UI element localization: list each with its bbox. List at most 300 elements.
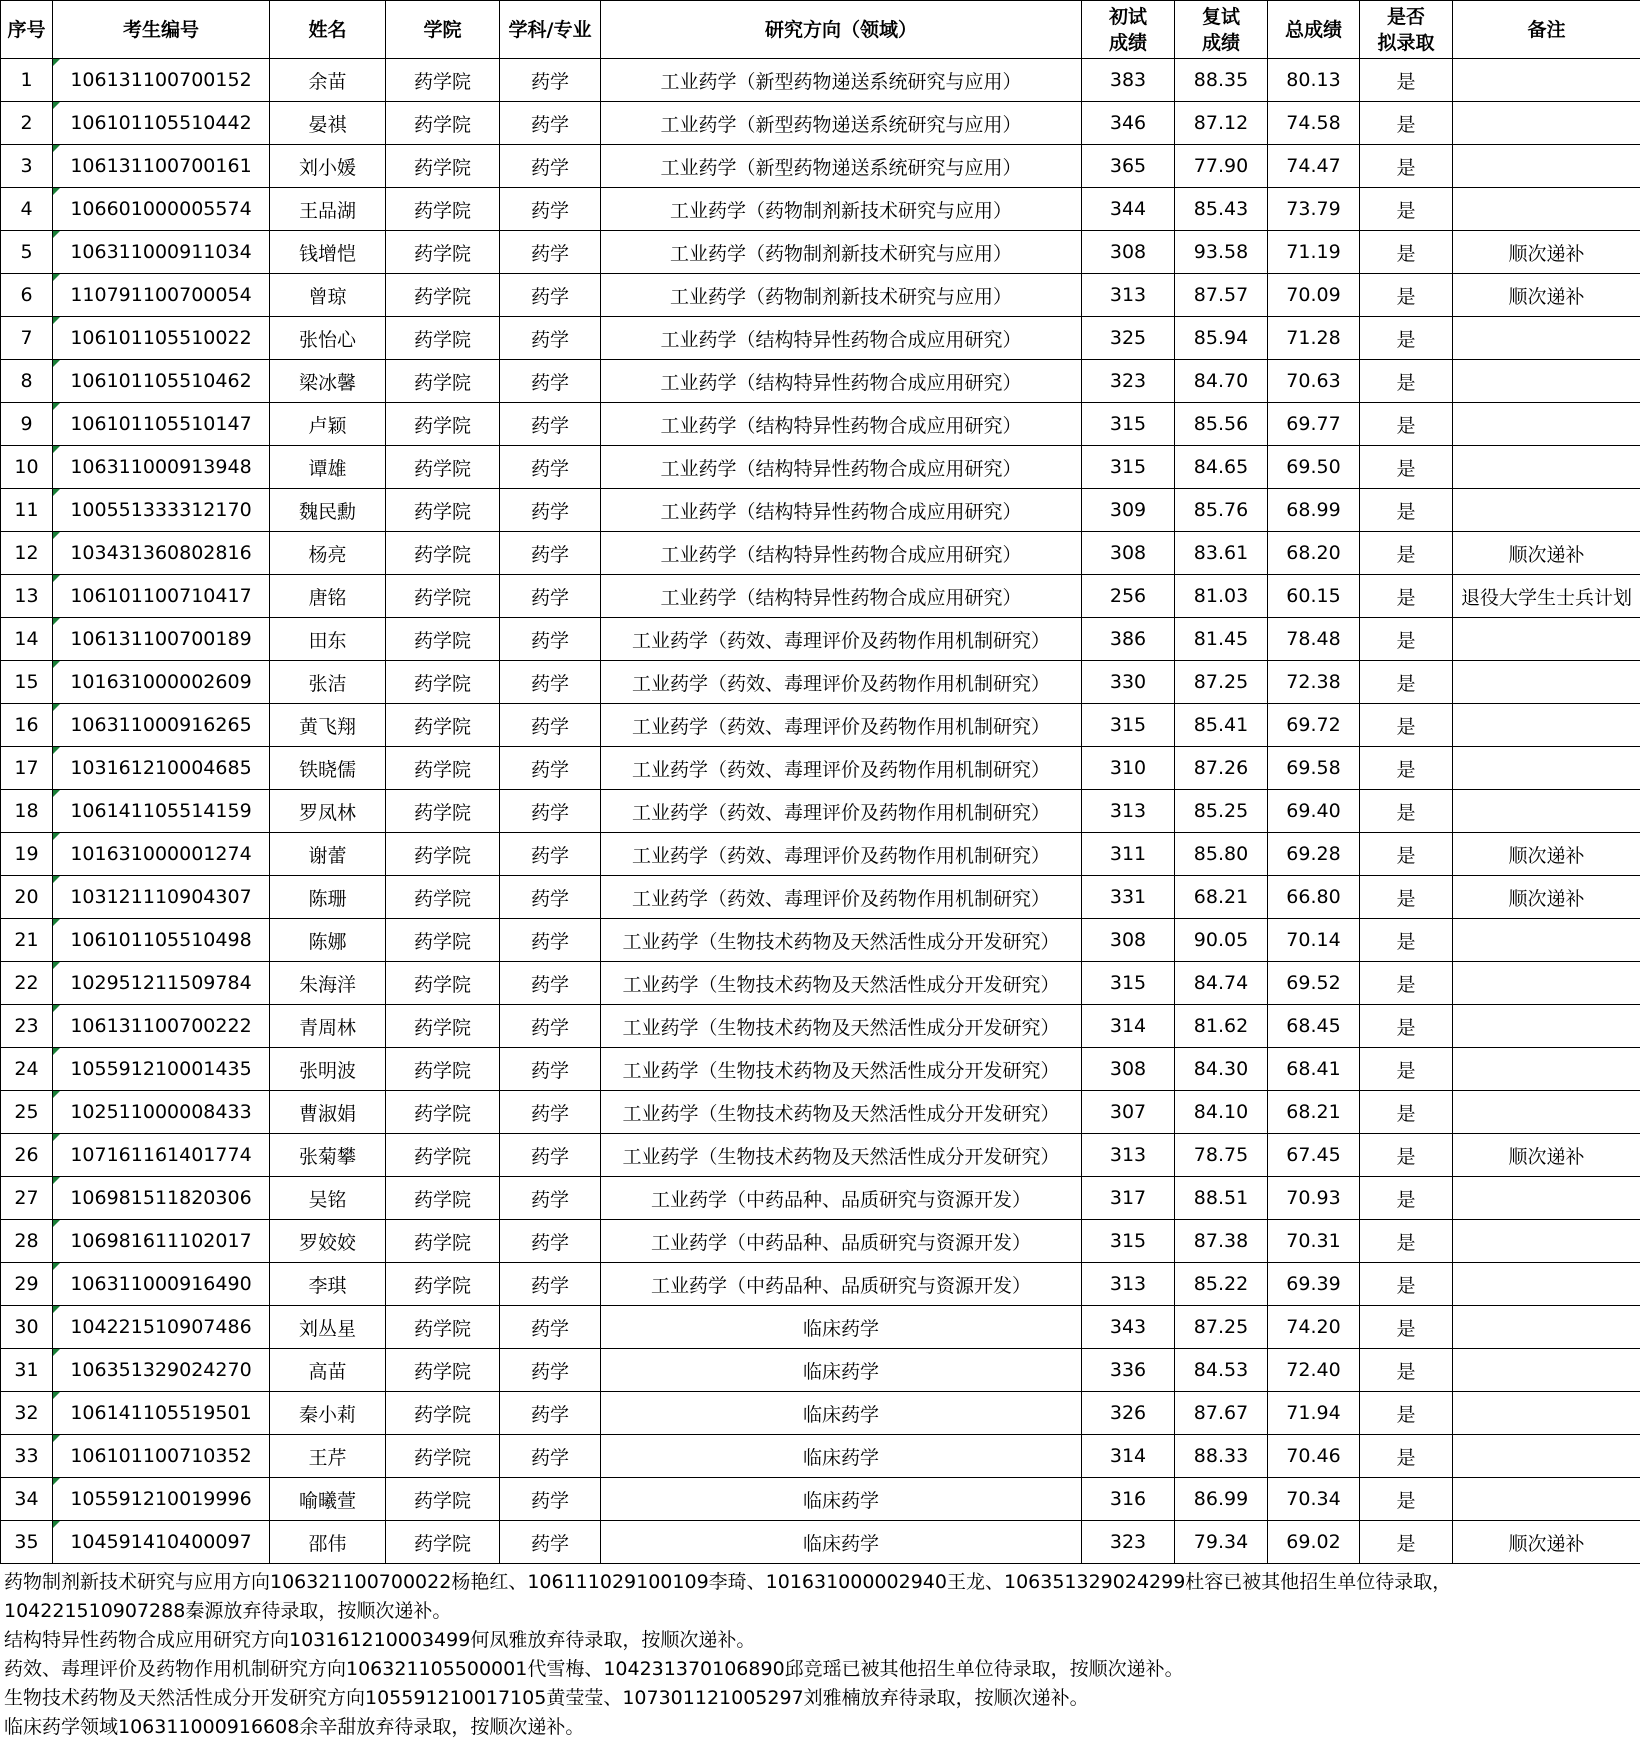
cell-name: 张菊攀 — [270, 1134, 386, 1177]
cell-candidate-id: 104221510907486 — [53, 1306, 270, 1349]
table-row — [1, 1521, 1640, 1564]
cell-candidate-id: 106351329024270 — [53, 1349, 270, 1392]
cell-college: 药学院 — [386, 317, 500, 360]
table-row — [1, 1435, 1640, 1478]
cell-research-direction: 临床药学 — [601, 1521, 1082, 1564]
cell-index: 27 — [1, 1177, 53, 1220]
cell-remarks — [1453, 446, 1640, 489]
cell-total-score: 69.52 — [1268, 962, 1360, 1005]
cell-major: 药学 — [500, 403, 601, 446]
cell-name: 吴铭 — [270, 1177, 386, 1220]
cell-retest-score: 68.21 — [1175, 876, 1268, 919]
cell-initial-score: 315 — [1082, 704, 1175, 747]
cell-college: 药学院 — [386, 532, 500, 575]
cell-initial-score: 307 — [1082, 1091, 1175, 1134]
cell-name: 邵伟 — [270, 1521, 386, 1564]
cell-initial-score: 331 — [1082, 876, 1175, 919]
cell-total-score: 72.40 — [1268, 1349, 1360, 1392]
cell-major: 药学 — [500, 1306, 601, 1349]
cell-retest-score: 85.94 — [1175, 317, 1268, 360]
cell-major: 药学 — [500, 1349, 601, 1392]
cell-initial-score: 313 — [1082, 790, 1175, 833]
cell-initial-score: 386 — [1082, 618, 1175, 661]
cell-retest-score: 84.70 — [1175, 360, 1268, 403]
cell-major: 药学 — [500, 1091, 601, 1134]
cell-college: 药学院 — [386, 231, 500, 274]
cell-research-direction: 工业药学（结构特异性药物合成应用研究） — [601, 575, 1082, 618]
cell-research-direction: 工业药学（药效、毒理评价及药物作用机制研究） — [601, 790, 1082, 833]
cell-admitted: 是 — [1360, 1134, 1453, 1177]
cell-remarks — [1453, 1091, 1640, 1134]
cell-total-score: 70.93 — [1268, 1177, 1360, 1220]
cell-college: 药学院 — [386, 1048, 500, 1091]
cell-index: 22 — [1, 962, 53, 1005]
cell-name: 秦小莉 — [270, 1392, 386, 1435]
cell-initial-score: 316 — [1082, 1478, 1175, 1521]
cell-college: 药学院 — [386, 188, 500, 231]
cell-admitted: 是 — [1360, 1478, 1453, 1521]
cell-research-direction: 工业药学（结构特异性药物合成应用研究） — [601, 489, 1082, 532]
cell-retest-score: 86.99 — [1175, 1478, 1268, 1521]
cell-remarks — [1453, 962, 1640, 1005]
cell-candidate-id: 105591210001435 — [53, 1048, 270, 1091]
cell-index: 13 — [1, 575, 53, 618]
cell-name: 谭雄 — [270, 446, 386, 489]
cell-initial-score: 311 — [1082, 833, 1175, 876]
cell-name: 铁晓儒 — [270, 747, 386, 790]
cell-major: 药学 — [500, 1478, 601, 1521]
cell-admitted: 是 — [1360, 102, 1453, 145]
cell-remarks: 顺次递补 — [1453, 1134, 1640, 1177]
cell-remarks: 顺次递补 — [1453, 532, 1640, 575]
table-row — [1, 833, 1640, 876]
table-row — [1, 1306, 1640, 1349]
cell-total-score: 70.14 — [1268, 919, 1360, 962]
cell-retest-score: 85.76 — [1175, 489, 1268, 532]
cell-remarks — [1453, 489, 1640, 532]
cell-major: 药学 — [500, 1521, 601, 1564]
cell-admitted: 是 — [1360, 661, 1453, 704]
cell-index: 4 — [1, 188, 53, 231]
cell-index: 1 — [1, 59, 53, 102]
cell-major: 药学 — [500, 962, 601, 1005]
table-row — [1, 1177, 1640, 1220]
cell-admitted: 是 — [1360, 1177, 1453, 1220]
table-row — [1, 661, 1640, 704]
cell-remarks — [1453, 618, 1640, 661]
cell-total-score: 69.28 — [1268, 833, 1360, 876]
cell-candidate-id: 106311000916490 — [53, 1263, 270, 1306]
cell-remarks: 顺次递补 — [1453, 1521, 1640, 1564]
cell-total-score: 78.48 — [1268, 618, 1360, 661]
cell-admitted: 是 — [1360, 188, 1453, 231]
cell-total-score: 72.38 — [1268, 661, 1360, 704]
col-header-admitted: 是否 拟录取 — [1360, 1, 1453, 59]
table-row — [1, 360, 1640, 403]
cell-major: 药学 — [500, 188, 601, 231]
col-header-remarks: 备注 — [1453, 1, 1640, 59]
cell-index: 19 — [1, 833, 53, 876]
cell-total-score: 71.94 — [1268, 1392, 1360, 1435]
cell-name: 刘丛星 — [270, 1306, 386, 1349]
cell-research-direction: 工业药学（生物技术药物及天然活性成分开发研究） — [601, 962, 1082, 1005]
col-header-name: 姓名 — [270, 1, 386, 59]
cell-index: 17 — [1, 747, 53, 790]
cell-total-score: 68.41 — [1268, 1048, 1360, 1091]
cell-name: 青周林 — [270, 1005, 386, 1048]
cell-candidate-id: 110791100700054 — [53, 274, 270, 317]
cell-college: 药学院 — [386, 59, 500, 102]
cell-initial-score: 310 — [1082, 747, 1175, 790]
cell-index: 12 — [1, 532, 53, 575]
cell-college: 药学院 — [386, 360, 500, 403]
cell-index: 25 — [1, 1091, 53, 1134]
cell-initial-score: 343 — [1082, 1306, 1175, 1349]
cell-index: 2 — [1, 102, 53, 145]
cell-major: 药学 — [500, 704, 601, 747]
cell-total-score: 68.21 — [1268, 1091, 1360, 1134]
cell-initial-score: 313 — [1082, 1263, 1175, 1306]
cell-college: 药学院 — [386, 1005, 500, 1048]
cell-initial-score: 308 — [1082, 532, 1175, 575]
cell-candidate-id: 107161161401774 — [53, 1134, 270, 1177]
cell-name: 高苗 — [270, 1349, 386, 1392]
table-row — [1, 1392, 1640, 1435]
cell-candidate-id: 106311000911034 — [53, 231, 270, 274]
cell-research-direction: 工业药学（中药品种、品质研究与资源开发） — [601, 1263, 1082, 1306]
cell-admitted: 是 — [1360, 575, 1453, 618]
cell-initial-score: 314 — [1082, 1005, 1175, 1048]
cell-initial-score: 313 — [1082, 274, 1175, 317]
cell-index: 35 — [1, 1521, 53, 1564]
cell-name: 喻曦萱 — [270, 1478, 386, 1521]
cell-research-direction: 工业药学（药效、毒理评价及药物作用机制研究） — [601, 833, 1082, 876]
cell-name: 王品湖 — [270, 188, 386, 231]
cell-index: 28 — [1, 1220, 53, 1263]
cell-research-direction: 工业药学（生物技术药物及天然活性成分开发研究） — [601, 1005, 1082, 1048]
cell-initial-score: 308 — [1082, 919, 1175, 962]
cell-remarks — [1453, 1435, 1640, 1478]
cell-total-score: 70.34 — [1268, 1478, 1360, 1521]
cell-total-score: 66.80 — [1268, 876, 1360, 919]
cell-major: 药学 — [500, 747, 601, 790]
cell-major: 药学 — [500, 1048, 601, 1091]
cell-remarks — [1453, 59, 1640, 102]
cell-major: 药学 — [500, 489, 601, 532]
cell-admitted: 是 — [1360, 833, 1453, 876]
cell-name: 黄飞翔 — [270, 704, 386, 747]
cell-candidate-id: 106131100700161 — [53, 145, 270, 188]
cell-college: 药学院 — [386, 1521, 500, 1564]
cell-college: 药学院 — [386, 1220, 500, 1263]
cell-research-direction: 工业药学（药效、毒理评价及药物作用机制研究） — [601, 661, 1082, 704]
table-row — [1, 962, 1640, 1005]
cell-candidate-id: 103121110904307 — [53, 876, 270, 919]
footnote-line: 104221510907288秦源放弃待录取，按顺次递补。 — [4, 1600, 452, 1622]
cell-initial-score: 308 — [1082, 1048, 1175, 1091]
cell-initial-score: 365 — [1082, 145, 1175, 188]
cell-admitted: 是 — [1360, 145, 1453, 188]
cell-research-direction: 工业药学（结构特异性药物合成应用研究） — [601, 403, 1082, 446]
cell-candidate-id: 106101105510442 — [53, 102, 270, 145]
cell-index: 7 — [1, 317, 53, 360]
cell-candidate-id: 106101100710352 — [53, 1435, 270, 1478]
cell-college: 药学院 — [386, 1349, 500, 1392]
table-row — [1, 188, 1640, 231]
cell-index: 10 — [1, 446, 53, 489]
cell-research-direction: 工业药学（结构特异性药物合成应用研究） — [601, 532, 1082, 575]
cell-candidate-id: 106101105510147 — [53, 403, 270, 446]
table-row — [1, 489, 1640, 532]
cell-index: 30 — [1, 1306, 53, 1349]
cell-remarks — [1453, 1263, 1640, 1306]
cell-admitted: 是 — [1360, 1048, 1453, 1091]
cell-candidate-id: 106141105514159 — [53, 790, 270, 833]
table-row — [1, 102, 1640, 145]
cell-index: 29 — [1, 1263, 53, 1306]
cell-research-direction: 工业药学（药物制剂新技术研究与应用） — [601, 231, 1082, 274]
cell-college: 药学院 — [386, 575, 500, 618]
cell-retest-score: 85.41 — [1175, 704, 1268, 747]
cell-initial-score: 317 — [1082, 1177, 1175, 1220]
cell-retest-score: 83.61 — [1175, 532, 1268, 575]
cell-name: 田东 — [270, 618, 386, 661]
cell-retest-score: 88.33 — [1175, 1435, 1268, 1478]
cell-college: 药学院 — [386, 1263, 500, 1306]
cell-total-score: 74.58 — [1268, 102, 1360, 145]
cell-initial-score: 344 — [1082, 188, 1175, 231]
cell-name: 张洁 — [270, 661, 386, 704]
cell-index: 16 — [1, 704, 53, 747]
cell-retest-score: 81.45 — [1175, 618, 1268, 661]
cell-admitted: 是 — [1360, 1349, 1453, 1392]
cell-total-score: 74.47 — [1268, 145, 1360, 188]
cell-retest-score: 79.34 — [1175, 1521, 1268, 1564]
cell-initial-score: 346 — [1082, 102, 1175, 145]
cell-remarks: 顺次递补 — [1453, 231, 1640, 274]
footnote-line: 药效、毒理评价及药物作用机制研究方向106321105500001代雪梅、104231370106890邱竞瑶已被其他招生单位待录取，按顺次递补。 — [4, 1658, 1184, 1680]
cell-name: 陈珊 — [270, 876, 386, 919]
table-row — [1, 274, 1640, 317]
cell-initial-score: 309 — [1082, 489, 1175, 532]
cell-name: 李琪 — [270, 1263, 386, 1306]
cell-college: 药学院 — [386, 145, 500, 188]
cell-admitted: 是 — [1360, 59, 1453, 102]
cell-total-score: 70.63 — [1268, 360, 1360, 403]
cell-admitted: 是 — [1360, 274, 1453, 317]
cell-retest-score: 93.58 — [1175, 231, 1268, 274]
cell-admitted: 是 — [1360, 317, 1453, 360]
table-row — [1, 1263, 1640, 1306]
cell-total-score: 60.15 — [1268, 575, 1360, 618]
cell-remarks — [1453, 919, 1640, 962]
cell-retest-score: 78.75 — [1175, 1134, 1268, 1177]
cell-college: 药学院 — [386, 446, 500, 489]
table-row — [1, 790, 1640, 833]
cell-candidate-id: 106601000005574 — [53, 188, 270, 231]
cell-name: 朱海洋 — [270, 962, 386, 1005]
table-row — [1, 1005, 1640, 1048]
cell-admitted: 是 — [1360, 618, 1453, 661]
cell-college: 药学院 — [386, 1177, 500, 1220]
cell-index: 31 — [1, 1349, 53, 1392]
cell-remarks — [1453, 360, 1640, 403]
table-row — [1, 1220, 1640, 1263]
cell-major: 药学 — [500, 1220, 601, 1263]
cell-college: 药学院 — [386, 1306, 500, 1349]
cell-total-score: 70.46 — [1268, 1435, 1360, 1478]
cell-retest-score: 87.25 — [1175, 661, 1268, 704]
cell-college: 药学院 — [386, 1091, 500, 1134]
cell-research-direction: 临床药学 — [601, 1478, 1082, 1521]
cell-candidate-id: 100551333312170 — [53, 489, 270, 532]
cell-initial-score: 325 — [1082, 317, 1175, 360]
cell-total-score: 70.09 — [1268, 274, 1360, 317]
cell-admitted: 是 — [1360, 1263, 1453, 1306]
cell-admitted: 是 — [1360, 1392, 1453, 1435]
table-row — [1, 1134, 1640, 1177]
cell-candidate-id: 105591210019996 — [53, 1478, 270, 1521]
cell-total-score: 69.77 — [1268, 403, 1360, 446]
table-row — [1, 876, 1640, 919]
cell-index: 11 — [1, 489, 53, 532]
cell-retest-score: 84.30 — [1175, 1048, 1268, 1091]
cell-candidate-id: 106101105510022 — [53, 317, 270, 360]
cell-candidate-id: 106101100710417 — [53, 575, 270, 618]
cell-admitted: 是 — [1360, 360, 1453, 403]
cell-candidate-id: 106141105519501 — [53, 1392, 270, 1435]
table-row — [1, 532, 1640, 575]
table-row — [1, 919, 1640, 962]
table-row — [1, 231, 1640, 274]
cell-index: 34 — [1, 1478, 53, 1521]
cell-initial-score: 315 — [1082, 446, 1175, 489]
cell-retest-score: 87.57 — [1175, 274, 1268, 317]
cell-research-direction: 工业药学（新型药物递送系统研究与应用） — [601, 59, 1082, 102]
cell-index: 18 — [1, 790, 53, 833]
cell-name: 谢蕾 — [270, 833, 386, 876]
cell-initial-score: 315 — [1082, 1220, 1175, 1263]
cell-research-direction: 工业药学（药物制剂新技术研究与应用） — [601, 274, 1082, 317]
cell-admitted: 是 — [1360, 1220, 1453, 1263]
cell-name: 魏民勳 — [270, 489, 386, 532]
cell-retest-score: 87.67 — [1175, 1392, 1268, 1435]
cell-name: 张明波 — [270, 1048, 386, 1091]
cell-total-score: 68.20 — [1268, 532, 1360, 575]
cell-college: 药学院 — [386, 403, 500, 446]
cell-index: 20 — [1, 876, 53, 919]
table-row — [1, 1048, 1640, 1091]
col-header-total-score: 总成绩 — [1268, 1, 1360, 59]
cell-research-direction: 工业药学（结构特异性药物合成应用研究） — [601, 446, 1082, 489]
cell-candidate-id: 106981511820306 — [53, 1177, 270, 1220]
cell-research-direction: 工业药学（药物制剂新技术研究与应用） — [601, 188, 1082, 231]
cell-total-score: 71.28 — [1268, 317, 1360, 360]
cell-major: 药学 — [500, 1392, 601, 1435]
cell-name: 陈娜 — [270, 919, 386, 962]
cell-total-score: 69.72 — [1268, 704, 1360, 747]
cell-initial-score: 383 — [1082, 59, 1175, 102]
table-row — [1, 1091, 1640, 1134]
cell-admitted: 是 — [1360, 919, 1453, 962]
cell-candidate-id: 106131100700222 — [53, 1005, 270, 1048]
table-row — [1, 618, 1640, 661]
cell-candidate-id: 104591410400097 — [53, 1521, 270, 1564]
cell-initial-score: 336 — [1082, 1349, 1175, 1392]
cell-admitted: 是 — [1360, 403, 1453, 446]
table-body — [1, 59, 1640, 1564]
cell-total-score: 69.40 — [1268, 790, 1360, 833]
cell-admitted: 是 — [1360, 876, 1453, 919]
col-header-college: 学院 — [386, 1, 500, 59]
cell-major: 药学 — [500, 618, 601, 661]
cell-candidate-id: 106311000913948 — [53, 446, 270, 489]
cell-admitted: 是 — [1360, 1435, 1453, 1478]
cell-total-score: 67.45 — [1268, 1134, 1360, 1177]
cell-initial-score: 313 — [1082, 1134, 1175, 1177]
cell-retest-score: 87.38 — [1175, 1220, 1268, 1263]
cell-admitted: 是 — [1360, 962, 1453, 1005]
cell-index: 24 — [1, 1048, 53, 1091]
cell-index: 14 — [1, 618, 53, 661]
cell-retest-score: 84.10 — [1175, 1091, 1268, 1134]
cell-name: 杨亮 — [270, 532, 386, 575]
cell-college: 药学院 — [386, 876, 500, 919]
cell-major: 药学 — [500, 360, 601, 403]
cell-retest-score: 87.26 — [1175, 747, 1268, 790]
cell-index: 33 — [1, 1435, 53, 1478]
cell-remarks: 顺次递补 — [1453, 876, 1640, 919]
cell-name: 晏祺 — [270, 102, 386, 145]
cell-major: 药学 — [500, 231, 601, 274]
cell-research-direction: 工业药学（药效、毒理评价及药物作用机制研究） — [601, 876, 1082, 919]
footnote-line: 临床药学领域106311000916608余辛甜放弃待录取，按顺次递补。 — [4, 1716, 585, 1738]
cell-retest-score: 85.22 — [1175, 1263, 1268, 1306]
cell-remarks — [1453, 1392, 1640, 1435]
cell-major: 药学 — [500, 1134, 601, 1177]
cell-remarks — [1453, 145, 1640, 188]
cell-remarks: 顺次递补 — [1453, 833, 1640, 876]
cell-research-direction: 临床药学 — [601, 1349, 1082, 1392]
cell-name: 刘小媛 — [270, 145, 386, 188]
cell-remarks — [1453, 704, 1640, 747]
cell-initial-score: 308 — [1082, 231, 1175, 274]
cell-major: 药学 — [500, 919, 601, 962]
cell-index: 26 — [1, 1134, 53, 1177]
cell-initial-score: 315 — [1082, 962, 1175, 1005]
cell-initial-score: 330 — [1082, 661, 1175, 704]
cell-total-score: 69.50 — [1268, 446, 1360, 489]
cell-retest-score: 81.03 — [1175, 575, 1268, 618]
cell-remarks — [1453, 188, 1640, 231]
cell-index: 8 — [1, 360, 53, 403]
cell-retest-score: 81.62 — [1175, 1005, 1268, 1048]
cell-index: 9 — [1, 403, 53, 446]
cell-index: 6 — [1, 274, 53, 317]
cell-college: 药学院 — [386, 1478, 500, 1521]
cell-remarks — [1453, 790, 1640, 833]
cell-college: 药学院 — [386, 102, 500, 145]
cell-admitted: 是 — [1360, 790, 1453, 833]
table-row — [1, 145, 1640, 188]
cell-major: 药学 — [500, 102, 601, 145]
cell-research-direction: 工业药学（生物技术药物及天然活性成分开发研究） — [601, 1134, 1082, 1177]
cell-name: 钱增恺 — [270, 231, 386, 274]
cell-major: 药学 — [500, 446, 601, 489]
cell-remarks — [1453, 317, 1640, 360]
cell-index: 3 — [1, 145, 53, 188]
cell-retest-score: 85.43 — [1175, 188, 1268, 231]
